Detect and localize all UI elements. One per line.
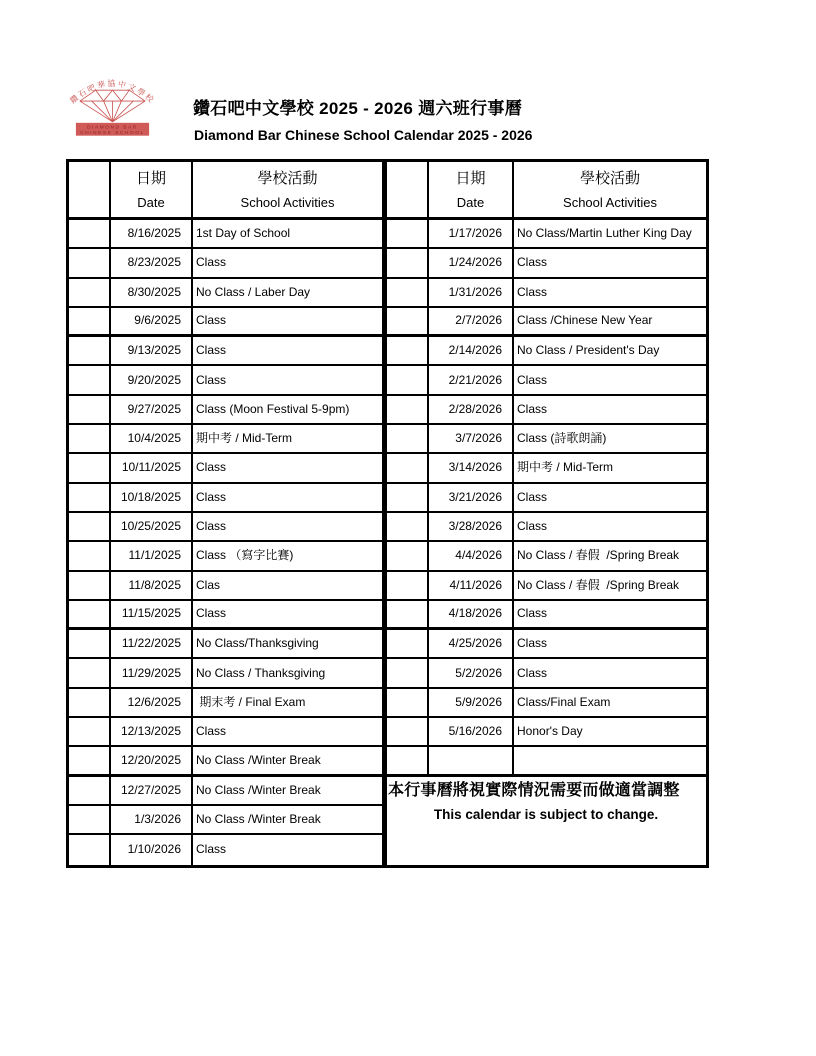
date-cell: 4/18/2026	[429, 601, 514, 630]
date-cell: 5/16/2026	[429, 718, 514, 747]
logo-banner-line1: DIAMOND BAR	[87, 125, 138, 131]
date-cell: 4/11/2026	[429, 572, 514, 601]
date-cell: 12/27/2025	[111, 777, 193, 806]
row-flag-cell	[69, 366, 111, 395]
date-cell: 9/6/2025	[111, 308, 193, 337]
activity-cell: No Class /Winter Break	[193, 806, 382, 835]
activity-cell: No Class / 春假 /Spring Break	[514, 572, 706, 601]
date-cell: 10/18/2025	[111, 484, 193, 513]
row-flag-cell	[387, 454, 429, 483]
row-flag-cell	[387, 718, 429, 747]
activity-cell: No Class / 春假 /Spring Break	[514, 542, 706, 571]
row-flag-cell	[387, 747, 429, 776]
row-flag-cell	[69, 835, 111, 864]
date-cell: 11/29/2025	[111, 659, 193, 688]
activity-cell: Class	[193, 337, 382, 366]
row-flag-cell	[69, 630, 111, 659]
header-date-left	[111, 162, 193, 220]
activity-cell: Clas	[193, 572, 382, 601]
activity-cell: No Class / Laber Day	[193, 279, 382, 308]
date-cell: 2/7/2026	[429, 308, 514, 337]
header-blank-left	[69, 162, 111, 220]
activity-cell: Class	[193, 454, 382, 483]
date-cell: 1/3/2026	[111, 806, 193, 835]
header-activities-zh: 學校活動	[579, 170, 640, 187]
logo-banner-line2: CHINESE SCHOOL	[80, 131, 145, 137]
date-cell: 12/20/2025	[111, 747, 193, 776]
date-cell: 8/23/2025	[111, 249, 193, 278]
date-cell: 9/13/2025	[111, 337, 193, 366]
activity-cell: Class	[193, 484, 382, 513]
date-cell: 11/15/2025	[111, 601, 193, 630]
date-cell: 9/27/2025	[111, 396, 193, 425]
header-activities-right	[514, 162, 706, 220]
date-cell: 3/7/2026	[429, 425, 514, 454]
row-flag-cell	[387, 689, 429, 718]
header-activities-zh: 學校活動	[257, 170, 318, 187]
date-cell: 5/2/2026	[429, 659, 514, 688]
date-cell: 11/22/2025	[111, 630, 193, 659]
date-cell: 9/20/2025	[111, 366, 193, 395]
activity-cell: Class /Chinese New Year	[514, 308, 706, 337]
logo-banner	[76, 123, 149, 136]
activity-cell: No Class/Thanksgiving	[193, 630, 382, 659]
activity-cell: Class	[514, 396, 706, 425]
row-flag-cell	[69, 220, 111, 249]
row-flag-cell	[387, 279, 429, 308]
activity-cell: 期中考 / Mid-Term	[193, 425, 382, 454]
row-flag-cell	[69, 454, 111, 483]
activity-cell: Class	[193, 513, 382, 542]
date-cell: 4/25/2026	[429, 630, 514, 659]
page-title-english: Diamond Bar Chinese School Calendar 2025 - 2026	[194, 127, 533, 143]
date-cell: 2/28/2026	[429, 396, 514, 425]
row-flag-cell	[69, 308, 111, 337]
activity-cell: No Class / Thanksgiving	[193, 659, 382, 688]
activity-cell: Class	[514, 513, 706, 542]
row-flag-cell	[69, 806, 111, 835]
date-cell: 1/24/2026	[429, 249, 514, 278]
note-cell	[387, 777, 706, 865]
row-flag-cell	[69, 542, 111, 571]
date-cell: 3/14/2026	[429, 454, 514, 483]
date-cell: 12/13/2025	[111, 718, 193, 747]
row-flag-cell	[69, 689, 111, 718]
row-flag-cell	[387, 366, 429, 395]
row-flag-cell	[387, 425, 429, 454]
row-flag-cell	[69, 249, 111, 278]
row-flag-cell	[387, 542, 429, 571]
note-text-zh: 本行事曆將視實際情況需要而做適當調整	[388, 781, 680, 799]
activity-cell: Class	[193, 601, 382, 630]
date-cell: 4/4/2026	[429, 542, 514, 571]
activity-cell: Class (Moon Festival 5-9pm)	[193, 396, 382, 425]
header-date-en: Date	[456, 194, 485, 210]
row-flag-cell	[387, 630, 429, 659]
activity-cell: Class	[514, 659, 706, 688]
row-flag-cell	[387, 513, 429, 542]
row-flag-cell	[69, 601, 111, 630]
activity-cell: Class	[514, 366, 706, 395]
activity-cell: 1st Day of School	[193, 220, 382, 249]
activity-cell: Class	[193, 249, 382, 278]
activity-cell: No Class/Martin Luther King Day	[514, 220, 706, 249]
activity-cell: 期末考 / Final Exam	[193, 689, 382, 718]
date-cell: 1/10/2026	[111, 835, 193, 864]
header-date-en: Date	[137, 194, 165, 210]
row-flag-cell	[69, 572, 111, 601]
logo-arc-text: 鑽石吧華協中文學校	[68, 79, 157, 106]
page-title-chinese: 鑽石吧中文學校 2025 - 2026 週六班行事曆	[193, 99, 522, 118]
activity-cell: No Class / President's Day	[514, 337, 706, 366]
date-cell: 8/30/2025	[111, 279, 193, 308]
row-flag-cell	[387, 396, 429, 425]
activity-cell: Honor's Day	[514, 718, 706, 747]
row-flag-cell	[387, 601, 429, 630]
header-date-right	[429, 162, 514, 220]
date-cell: 10/4/2025	[111, 425, 193, 454]
note-text-en: This calendar is subject to change.	[433, 807, 659, 823]
activity-cell: Class	[193, 366, 382, 395]
activity-cell: No Class /Winter Break	[193, 747, 382, 776]
date-cell: 11/1/2025	[111, 542, 193, 571]
header-activities-left	[193, 162, 382, 220]
date-cell: 2/14/2026	[429, 337, 514, 366]
activity-cell: Class	[514, 249, 706, 278]
row-flag-cell	[69, 513, 111, 542]
header-activities-en: School Activities	[563, 194, 657, 210]
activity-cell: Class	[514, 279, 706, 308]
activity-cell: Class	[193, 308, 382, 337]
activity-cell: Class	[514, 484, 706, 513]
activity-cell: Class （寫字比賽)	[193, 542, 382, 571]
activity-cell: 期中考 / Mid-Term	[514, 454, 706, 483]
date-cell: 1/17/2026	[429, 220, 514, 249]
activity-cell: Class	[514, 601, 706, 630]
date-cell: 10/11/2025	[111, 454, 193, 483]
date-cell: 12/6/2025	[111, 689, 193, 718]
activity-cell: Class	[514, 630, 706, 659]
row-flag-cell	[387, 484, 429, 513]
date-cell: 8/16/2025	[111, 220, 193, 249]
row-flag-cell	[387, 249, 429, 278]
activity-cell: Class/Final Exam	[514, 689, 706, 718]
date-cell: 3/28/2026	[429, 513, 514, 542]
activity-cell: Class (詩歌朗誦)	[514, 425, 706, 454]
school-logo	[66, 75, 160, 137]
header-date-zh: 日期	[455, 170, 486, 187]
row-flag-cell	[69, 425, 111, 454]
header-activities-en: School Activities	[240, 194, 335, 210]
calendar-table	[66, 159, 709, 868]
row-flag-cell	[387, 220, 429, 249]
row-flag-cell	[387, 659, 429, 688]
date-cell: 5/9/2026	[429, 689, 514, 718]
date-cell: 3/21/2026	[429, 484, 514, 513]
date-cell	[429, 747, 514, 776]
activity-cell: Class	[193, 718, 382, 747]
activity-cell: Class	[193, 835, 382, 864]
date-cell: 2/21/2026	[429, 366, 514, 395]
row-flag-cell	[69, 337, 111, 366]
date-cell: 11/8/2025	[111, 572, 193, 601]
activity-cell	[514, 747, 706, 776]
row-flag-cell	[387, 572, 429, 601]
logo-diamond-icon	[80, 90, 145, 122]
row-flag-cell	[69, 718, 111, 747]
date-cell: 10/25/2025	[111, 513, 193, 542]
row-flag-cell	[387, 308, 429, 337]
row-flag-cell	[69, 484, 111, 513]
row-flag-cell	[69, 396, 111, 425]
header-date-zh: 日期	[135, 170, 166, 187]
row-flag-cell	[69, 659, 111, 688]
row-flag-cell	[69, 777, 111, 806]
row-flag-cell	[69, 747, 111, 776]
date-cell: 1/31/2026	[429, 279, 514, 308]
activity-cell: No Class /Winter Break	[193, 777, 382, 806]
row-flag-cell	[69, 279, 111, 308]
row-flag-cell	[387, 337, 429, 366]
header-blank-right	[387, 162, 429, 220]
